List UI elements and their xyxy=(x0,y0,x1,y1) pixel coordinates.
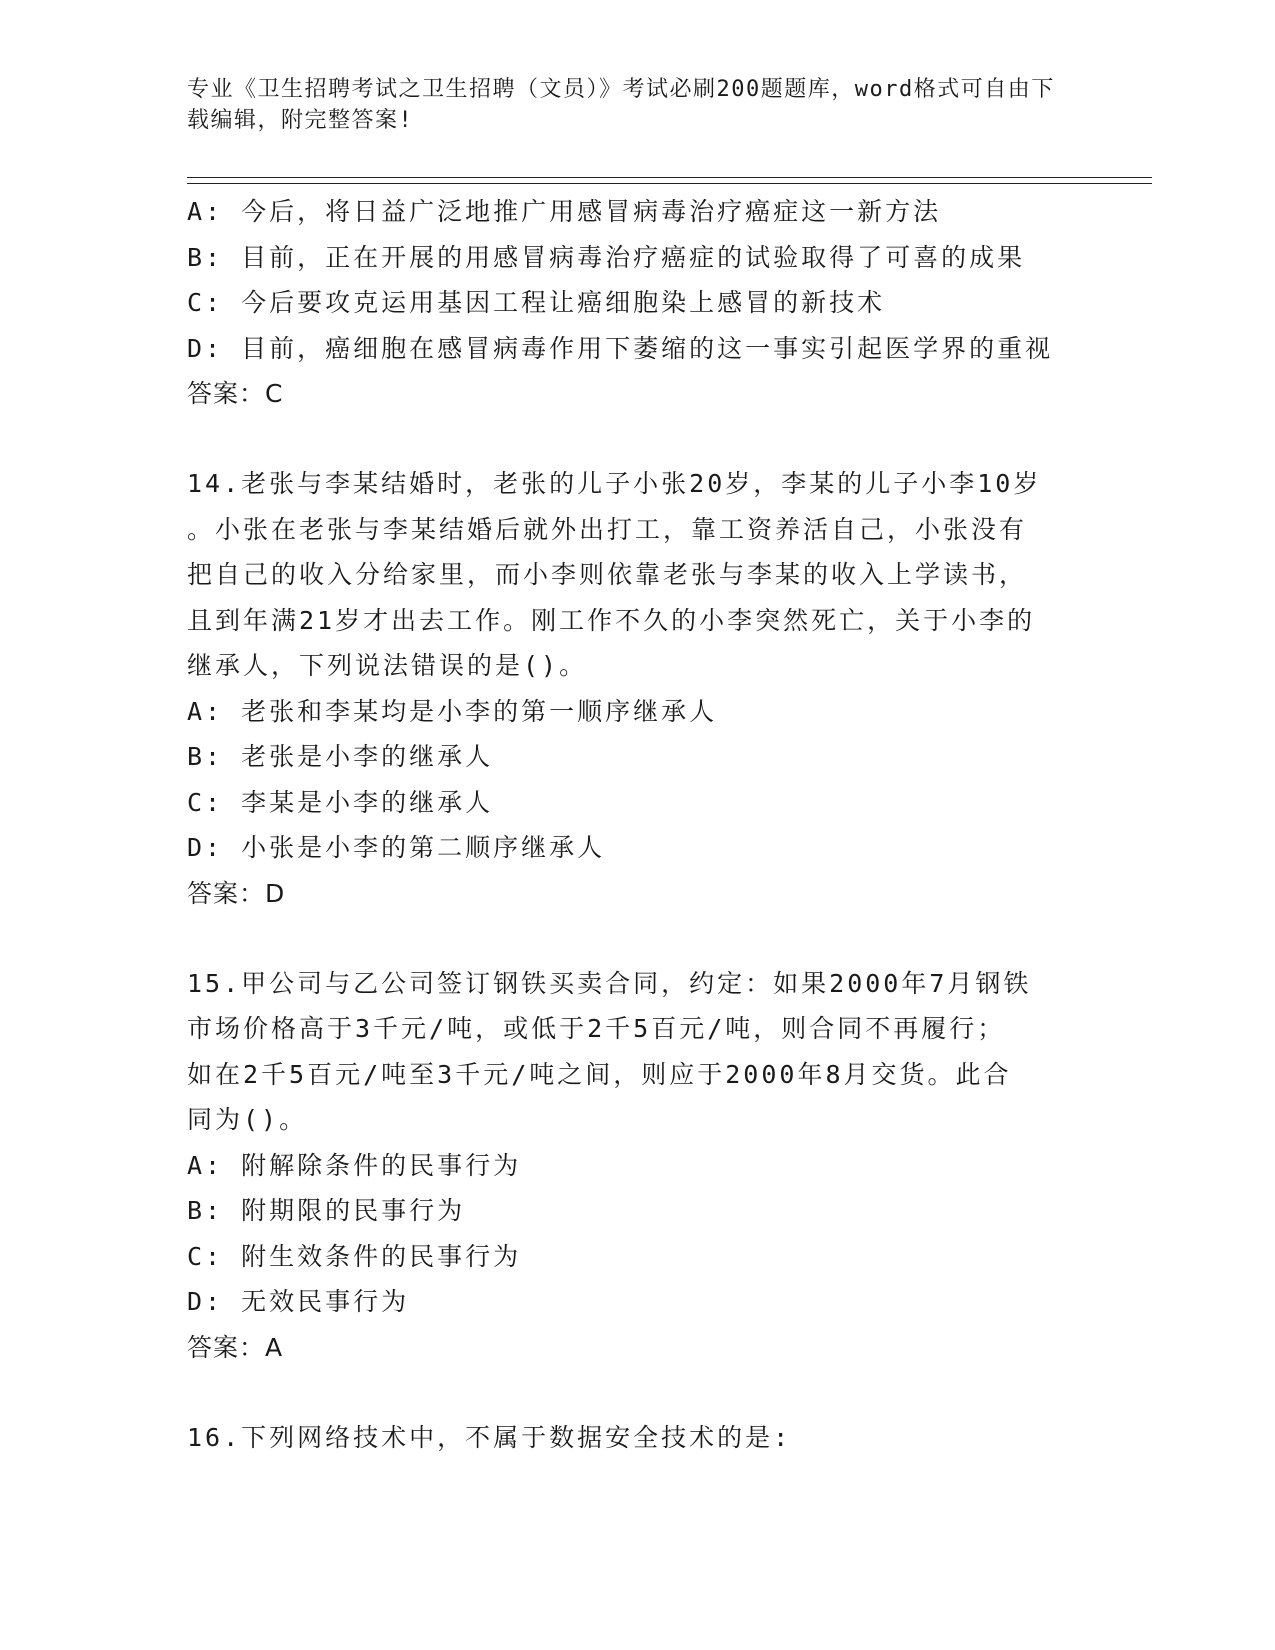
answer-line: 答案：A xyxy=(187,1332,284,1362)
option-a: A: 今后，将日益广泛地推广用感冒病毒治疗癌症这一新方法 xyxy=(187,197,942,226)
option-d: D: 无效民事行为 xyxy=(187,1287,410,1316)
question-stem-line: 把自己的收入分给家里，而小李则依靠老张与李某的收入上学读书， xyxy=(187,560,1028,589)
question-13 xyxy=(187,189,1087,416)
header-rule-bottom xyxy=(187,183,1152,184)
question-stem-line: 14.老张与李某结婚时，老张的儿子小张20岁，李某的儿子小李10岁 xyxy=(187,469,1042,498)
option-c: C: 李某是小李的继承人 xyxy=(187,787,494,817)
option-d: D: 目前，癌细胞在感冒病毒作用下萎缩的这一事实引起医学界的重视 xyxy=(187,333,1054,363)
question-stem-line: 市场价格高于3千元/吨，或低于2千5百元/吨，则合同不再履行； xyxy=(187,1014,1006,1043)
option-a: A: 老张和李某均是小李的第一顺序继承人 xyxy=(187,696,718,726)
option-d: D: 小张是小李的第二顺序继承人 xyxy=(187,833,606,862)
spacer xyxy=(187,916,1087,961)
question-15 xyxy=(187,961,1087,1370)
option-b: B: 附期限的民事行为 xyxy=(187,1196,466,1225)
question-stem-line: 同为()。 xyxy=(187,1105,308,1134)
option-a: A: 附解除条件的民事行为 xyxy=(187,1150,522,1180)
spacer xyxy=(187,1370,1087,1415)
option-b: B: 老张是小李的继承人 xyxy=(187,742,494,771)
option-c: C: 附生效条件的民事行为 xyxy=(187,1241,522,1271)
option-b: B: 目前，正在开展的用感冒病毒治疗癌症的试验取得了可喜的成果 xyxy=(187,242,1026,272)
question-stem-line: 。小张在老张与李某结婚后就外出打工，靠工资养活自己，小张没有 xyxy=(187,514,1028,544)
question-14 xyxy=(187,461,1087,916)
question-stem-line: 继承人，下列说法错误的是()。 xyxy=(187,651,588,680)
question-list xyxy=(187,189,1087,1460)
question-stem-line: 16.下列网络技术中，不属于数据安全技术的是: xyxy=(187,1422,792,1452)
question-stem-line: 如在2千5百元/吨至3千元/吨之间，则应于2000年8月交货。此合 xyxy=(187,1059,1012,1089)
question-16 xyxy=(187,1415,1087,1461)
header-rule-top xyxy=(187,177,1152,178)
document-header: 专业《卫生招聘考试之卫生招聘（文员）》考试必刷200题题库，word格式可自由下载编辑，附完整答案! xyxy=(187,77,1055,133)
spacer xyxy=(187,416,1087,461)
question-stem-line: 15.甲公司与乙公司签订钢铁买卖合同，约定：如果2000年7月钢铁 xyxy=(187,968,1032,998)
option-c: C: 今后要攻克运用基因工程让癌细胞染上感冒的新技术 xyxy=(187,288,886,317)
answer-line: 答案：C xyxy=(187,379,284,408)
question-stem-line: 且到年满21岁才出去工作。刚工作不久的小李突然死亡，关于小李的 xyxy=(187,605,1036,635)
answer-line: 答案：D xyxy=(187,878,286,908)
